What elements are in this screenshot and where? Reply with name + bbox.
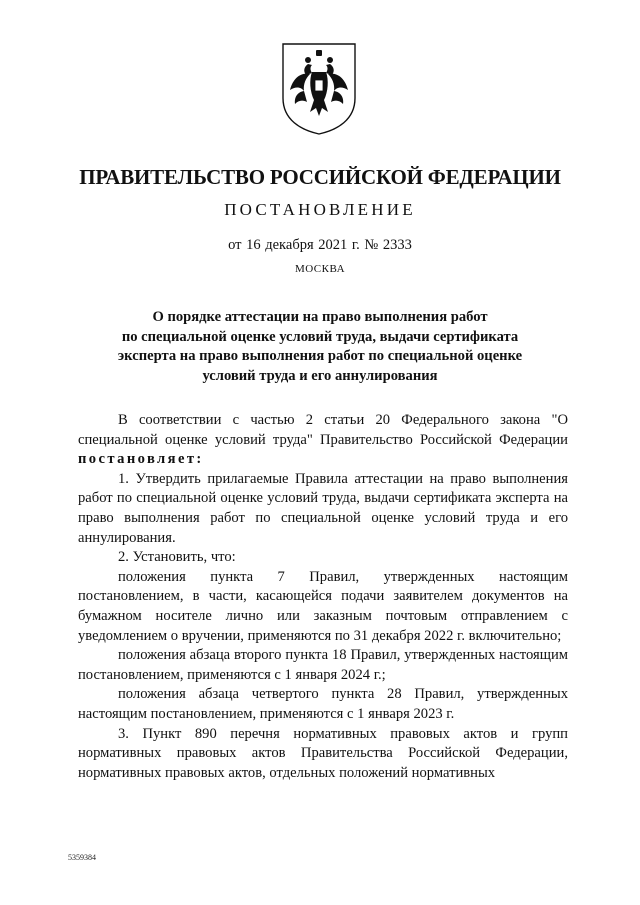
paragraph: положения пункта 7 Правил, утвержденных настоящим постановлением, в части, касающейся подачи заявителем документов на бумажном носителе лично или заказным почтовым отправлением с уведомлением о вручении, применяются по 31 декабря 2022 г. включительно; (78, 568, 568, 644)
document-type: ПОСТАНОВЛЕНИЕ (224, 200, 416, 219)
title-line: эксперта на право выполнения работ по специальной оценке (117, 348, 523, 365)
paragraph: 1. Утвердить прилагаемые Правила аттестации на право выполнения работ по специальной оценке условий труда, выдачи сертификата эксперта на право выполнения работ по специальной оценке условий труда и его аннулирования. (78, 470, 568, 546)
coat-of-arms-icon (279, 40, 359, 136)
intro-paragraph (78, 411, 568, 470)
document-city: МОСКВА (294, 263, 346, 275)
document-code: 5359384 (68, 853, 96, 862)
document-body (78, 411, 568, 783)
document-title (90, 308, 550, 386)
paragraph: 2. Установить, что: (118, 549, 236, 566)
paragraph: 3. Пункт 890 перечня нормативных правовых актов и групп нормативных правовых актов Правительства Российской Федерации, нормативных правовых актов, отдельных положений нормативных (78, 725, 568, 781)
title-line: О порядке аттестации на право выполнения работ (152, 309, 488, 325)
intro-keyword: постановляет: (78, 451, 204, 468)
intro-text: В соответствии с частью 2 статьи 20 Федерального закона "О специальной оценке условий труда" Правительство Российской Федерации (78, 412, 568, 448)
title-line: по специальной оценке условий труда, выдачи сертификата (121, 328, 519, 345)
title-line: условий труда и его аннулирования (202, 367, 438, 384)
paragraph: положения абзаца второго пункта 18 Правил, утвержденных настоящим постановлением, применяются с 1 января 2024 г.; (78, 647, 568, 683)
paragraph: положения абзаца четвертого пункта 28 Правил, утвержденных настоящим постановлением, применяются с 1 января 2023 г. (78, 686, 568, 722)
document-date-number: от 16 декабря 2021 г. № 2333 (228, 237, 412, 253)
agency-name: ПРАВИТЕЛЬСТВО РОССИЙСКОЙ ФЕДЕРАЦИИ (79, 165, 561, 189)
